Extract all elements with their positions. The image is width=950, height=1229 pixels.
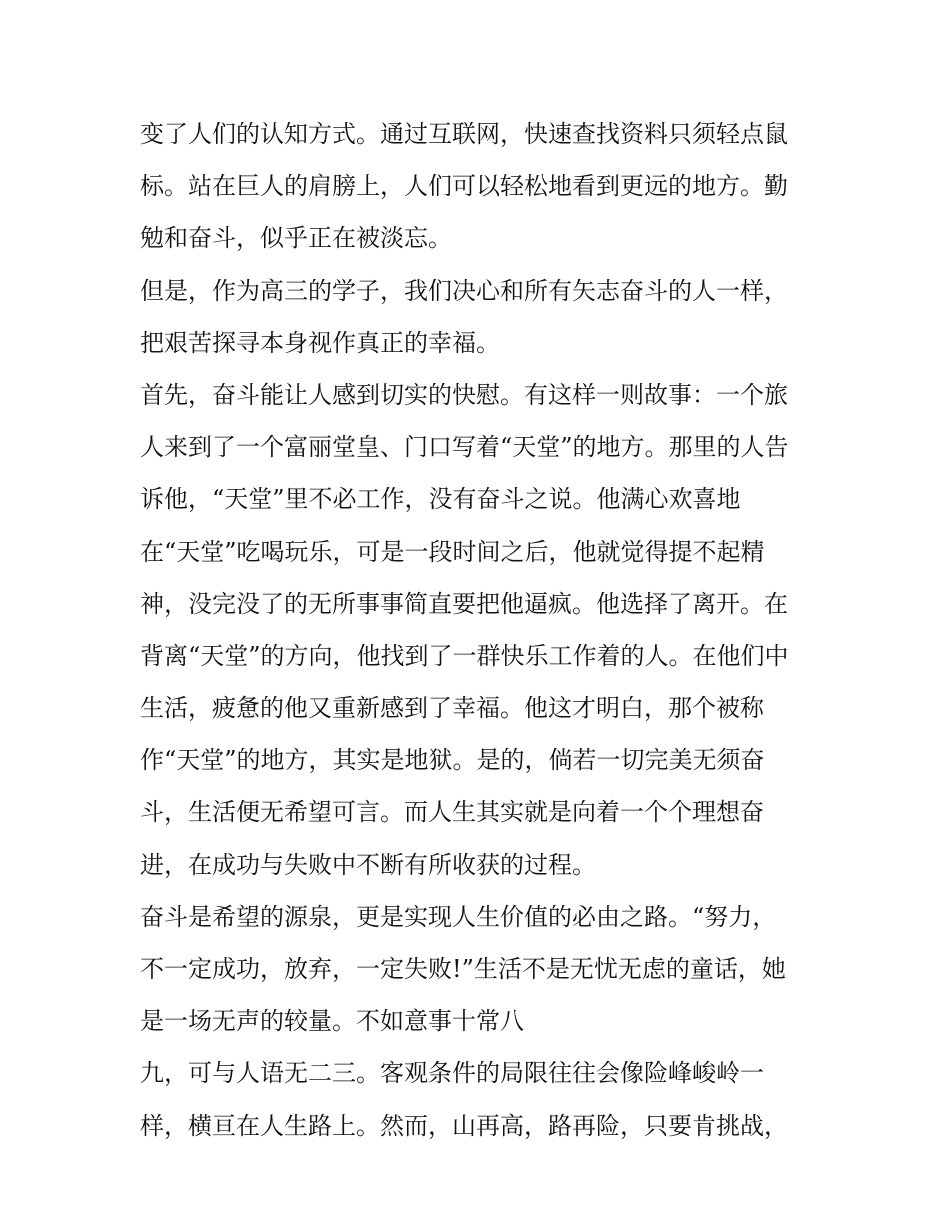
text-line: 不一定成功，放弃，一定失败!”生活不是无忧无虑的童话，她 — [140, 955, 786, 983]
text-line: 人来到了一个富丽堂皇、门口写着“天堂”的地方。那里的人告 — [140, 433, 789, 462]
text-line: 在“天堂”吃喝玩乐，可是一段时间之后，他就觉得提不起精 — [140, 537, 765, 566]
text-line: 标。站在巨人的肩膀上，人们可以轻松地看到更远的地方。勤 — [140, 172, 788, 201]
text-line: 勉和奋斗，似乎正在被淡忘。 — [140, 224, 452, 253]
text-line: 进，在成功与失败中不断有所收获的过程。 — [140, 850, 596, 879]
text-line: 奋斗是希望的源泉，更是实现人生价值的必由之路。“努力， — [140, 902, 777, 931]
text-line: 神，没完没了的无所事事简直要把他逼疯。他选择了离开。在 — [140, 589, 788, 618]
text-line: 作“天堂”的地方，其实是地狱。是的，倘若一切完美无须奋 — [140, 746, 765, 775]
text-line: 是一场无声的较量。不如意事十常八 — [140, 1007, 524, 1036]
text-line: 变了人们的认知方式。通过互联网，快速查找资料只须轻点鼠 — [140, 120, 788, 148]
text-line: 诉他，“天堂”里不必工作，没有奋斗之说。他满心欢喜地 — [140, 485, 741, 514]
text-line: 背离“天堂”的方向，他找到了一群快乐工作着的人。在他们中 — [140, 641, 789, 670]
text-line: 样，横亘在人生路上。然而，山再高，路再险，只要肯挑战， — [140, 1111, 788, 1140]
text-line: 斗，生活便无希望可言。而人生其实就是向着一个个理想奋 — [140, 798, 764, 827]
text-line: 把艰苦探寻本身视作真正的幸福。 — [140, 328, 500, 357]
text-line: 但是，作为高三的学子，我们决心和所有矢志奋斗的人一样， — [140, 276, 788, 305]
text-line: 九，可与人语无二三。客观条件的局限往往会像险峰峻岭一 — [140, 1059, 764, 1088]
document-body — [140, 108, 840, 1152]
text-line: 首先，奋斗能让人感到切实的快慰。有这样一则故事：一个旅 — [140, 380, 788, 409]
text-line: 生活，疲惫的他又重新感到了幸福。他这才明白，那个被称 — [140, 694, 764, 723]
